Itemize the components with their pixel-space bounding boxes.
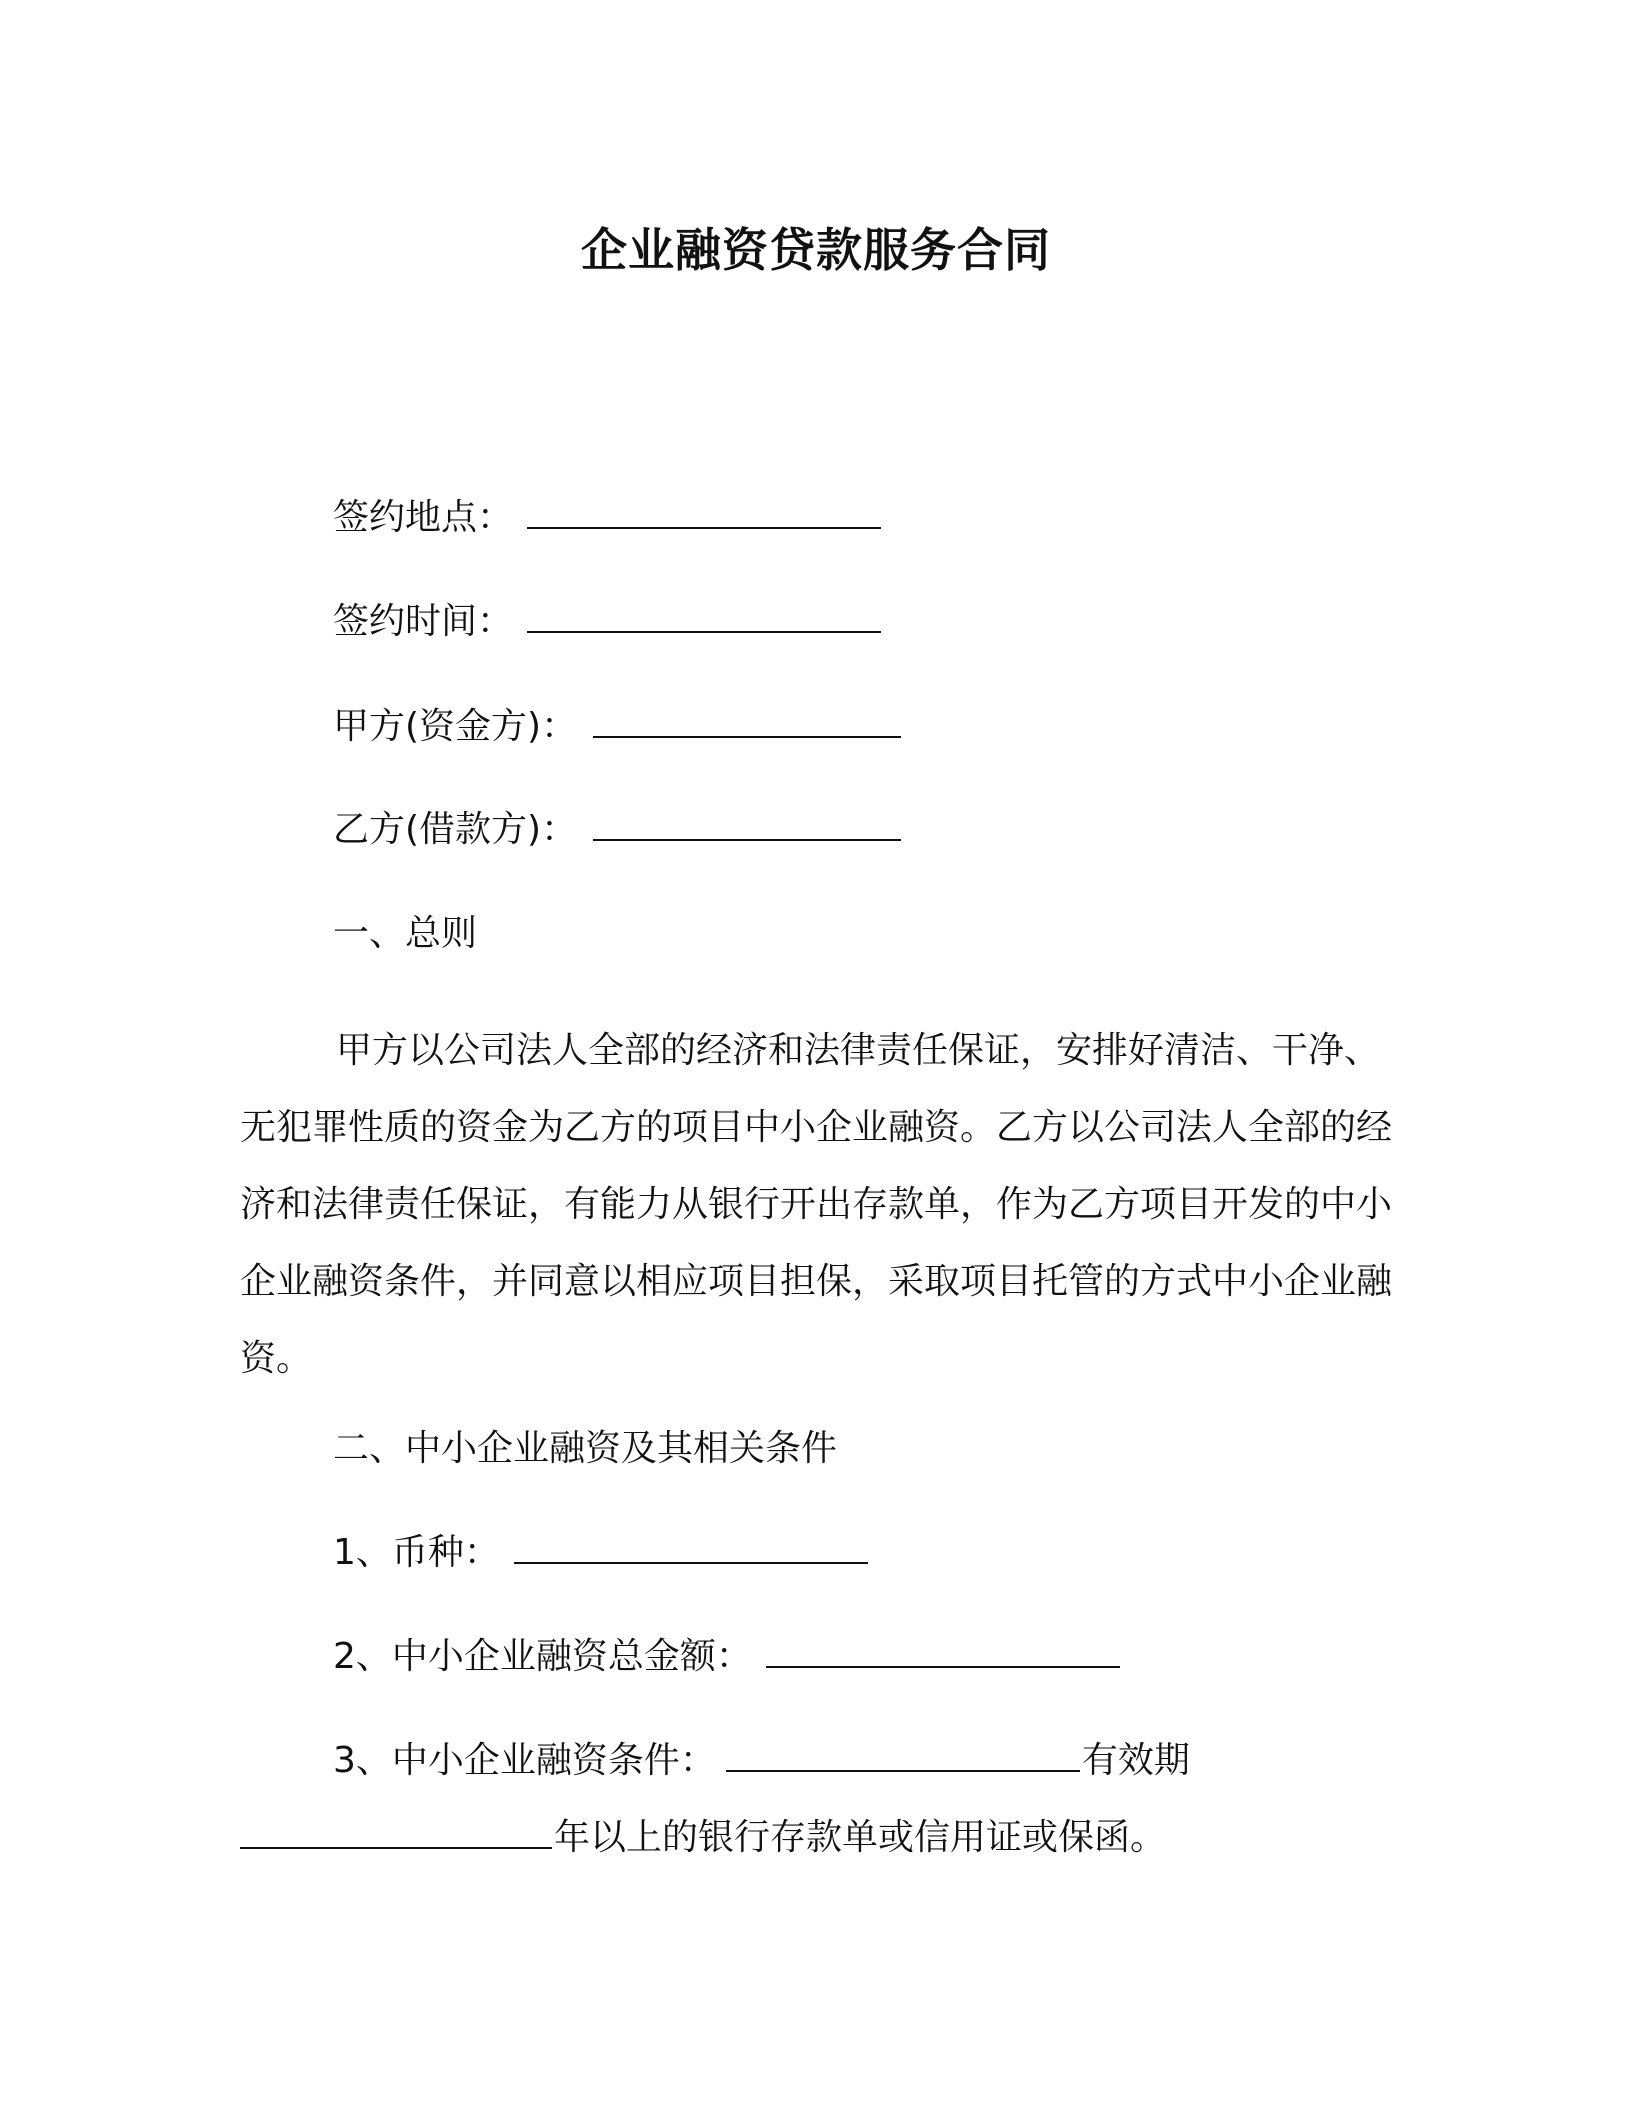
sign-time-blank[interactable] xyxy=(527,597,881,633)
party-b-label: 乙方(借款方)： xyxy=(333,809,578,850)
validity-label: 有效期 xyxy=(1081,1740,1190,1781)
sign-time-label: 签约时间： xyxy=(333,601,514,642)
currency-line xyxy=(333,1528,868,1578)
financing-condition-label: 3、中小企业融资条件： xyxy=(333,1740,716,1781)
validity-line xyxy=(240,1813,1166,1863)
section1-body: 甲方以公司法人全部的经济和法律责任保证，安排好清洁、干净、无犯罪性质的资金为乙方的项目中小企业融资。乙方以公司法人全部的经济和法律责任保证，有能力从银行开出存款单，作为乙方项目开发的中小企业融资条件，并同意以相应项目担保，采取项目托管的方式中小企业融资。 xyxy=(240,1030,1393,1379)
sign-place-label: 签约地点： xyxy=(333,497,514,538)
total-amount-label: 2、中小企业融资总金额： xyxy=(333,1636,752,1677)
total-amount-blank[interactable] xyxy=(766,1632,1120,1668)
party-a-blank[interactable] xyxy=(593,702,901,738)
total-amount-line xyxy=(333,1632,1120,1682)
party-b-blank[interactable] xyxy=(593,805,901,841)
currency-blank[interactable] xyxy=(514,1528,868,1564)
financing-condition-blank[interactable] xyxy=(726,1736,1080,1772)
sign-place-blank[interactable] xyxy=(527,493,881,529)
party-b-line xyxy=(333,805,901,855)
validity-tail: 年以上的银行存款单或信用证或保函。 xyxy=(554,1817,1167,1858)
currency-label: 1、币种： xyxy=(333,1532,500,1573)
sign-place-line xyxy=(333,493,881,543)
financing-condition-line xyxy=(333,1736,1190,1786)
validity-years-blank[interactable] xyxy=(240,1813,552,1849)
document-title: 企业融资贷款服务合同 xyxy=(581,223,1051,277)
party-a-label: 甲方(资金方)： xyxy=(333,706,578,747)
sign-time-line xyxy=(333,597,881,647)
section1-heading: 一、总则 xyxy=(333,913,478,954)
party-a-line xyxy=(333,702,901,752)
section2-heading: 二、中小企业融资及其相关条件 xyxy=(333,1428,838,1469)
